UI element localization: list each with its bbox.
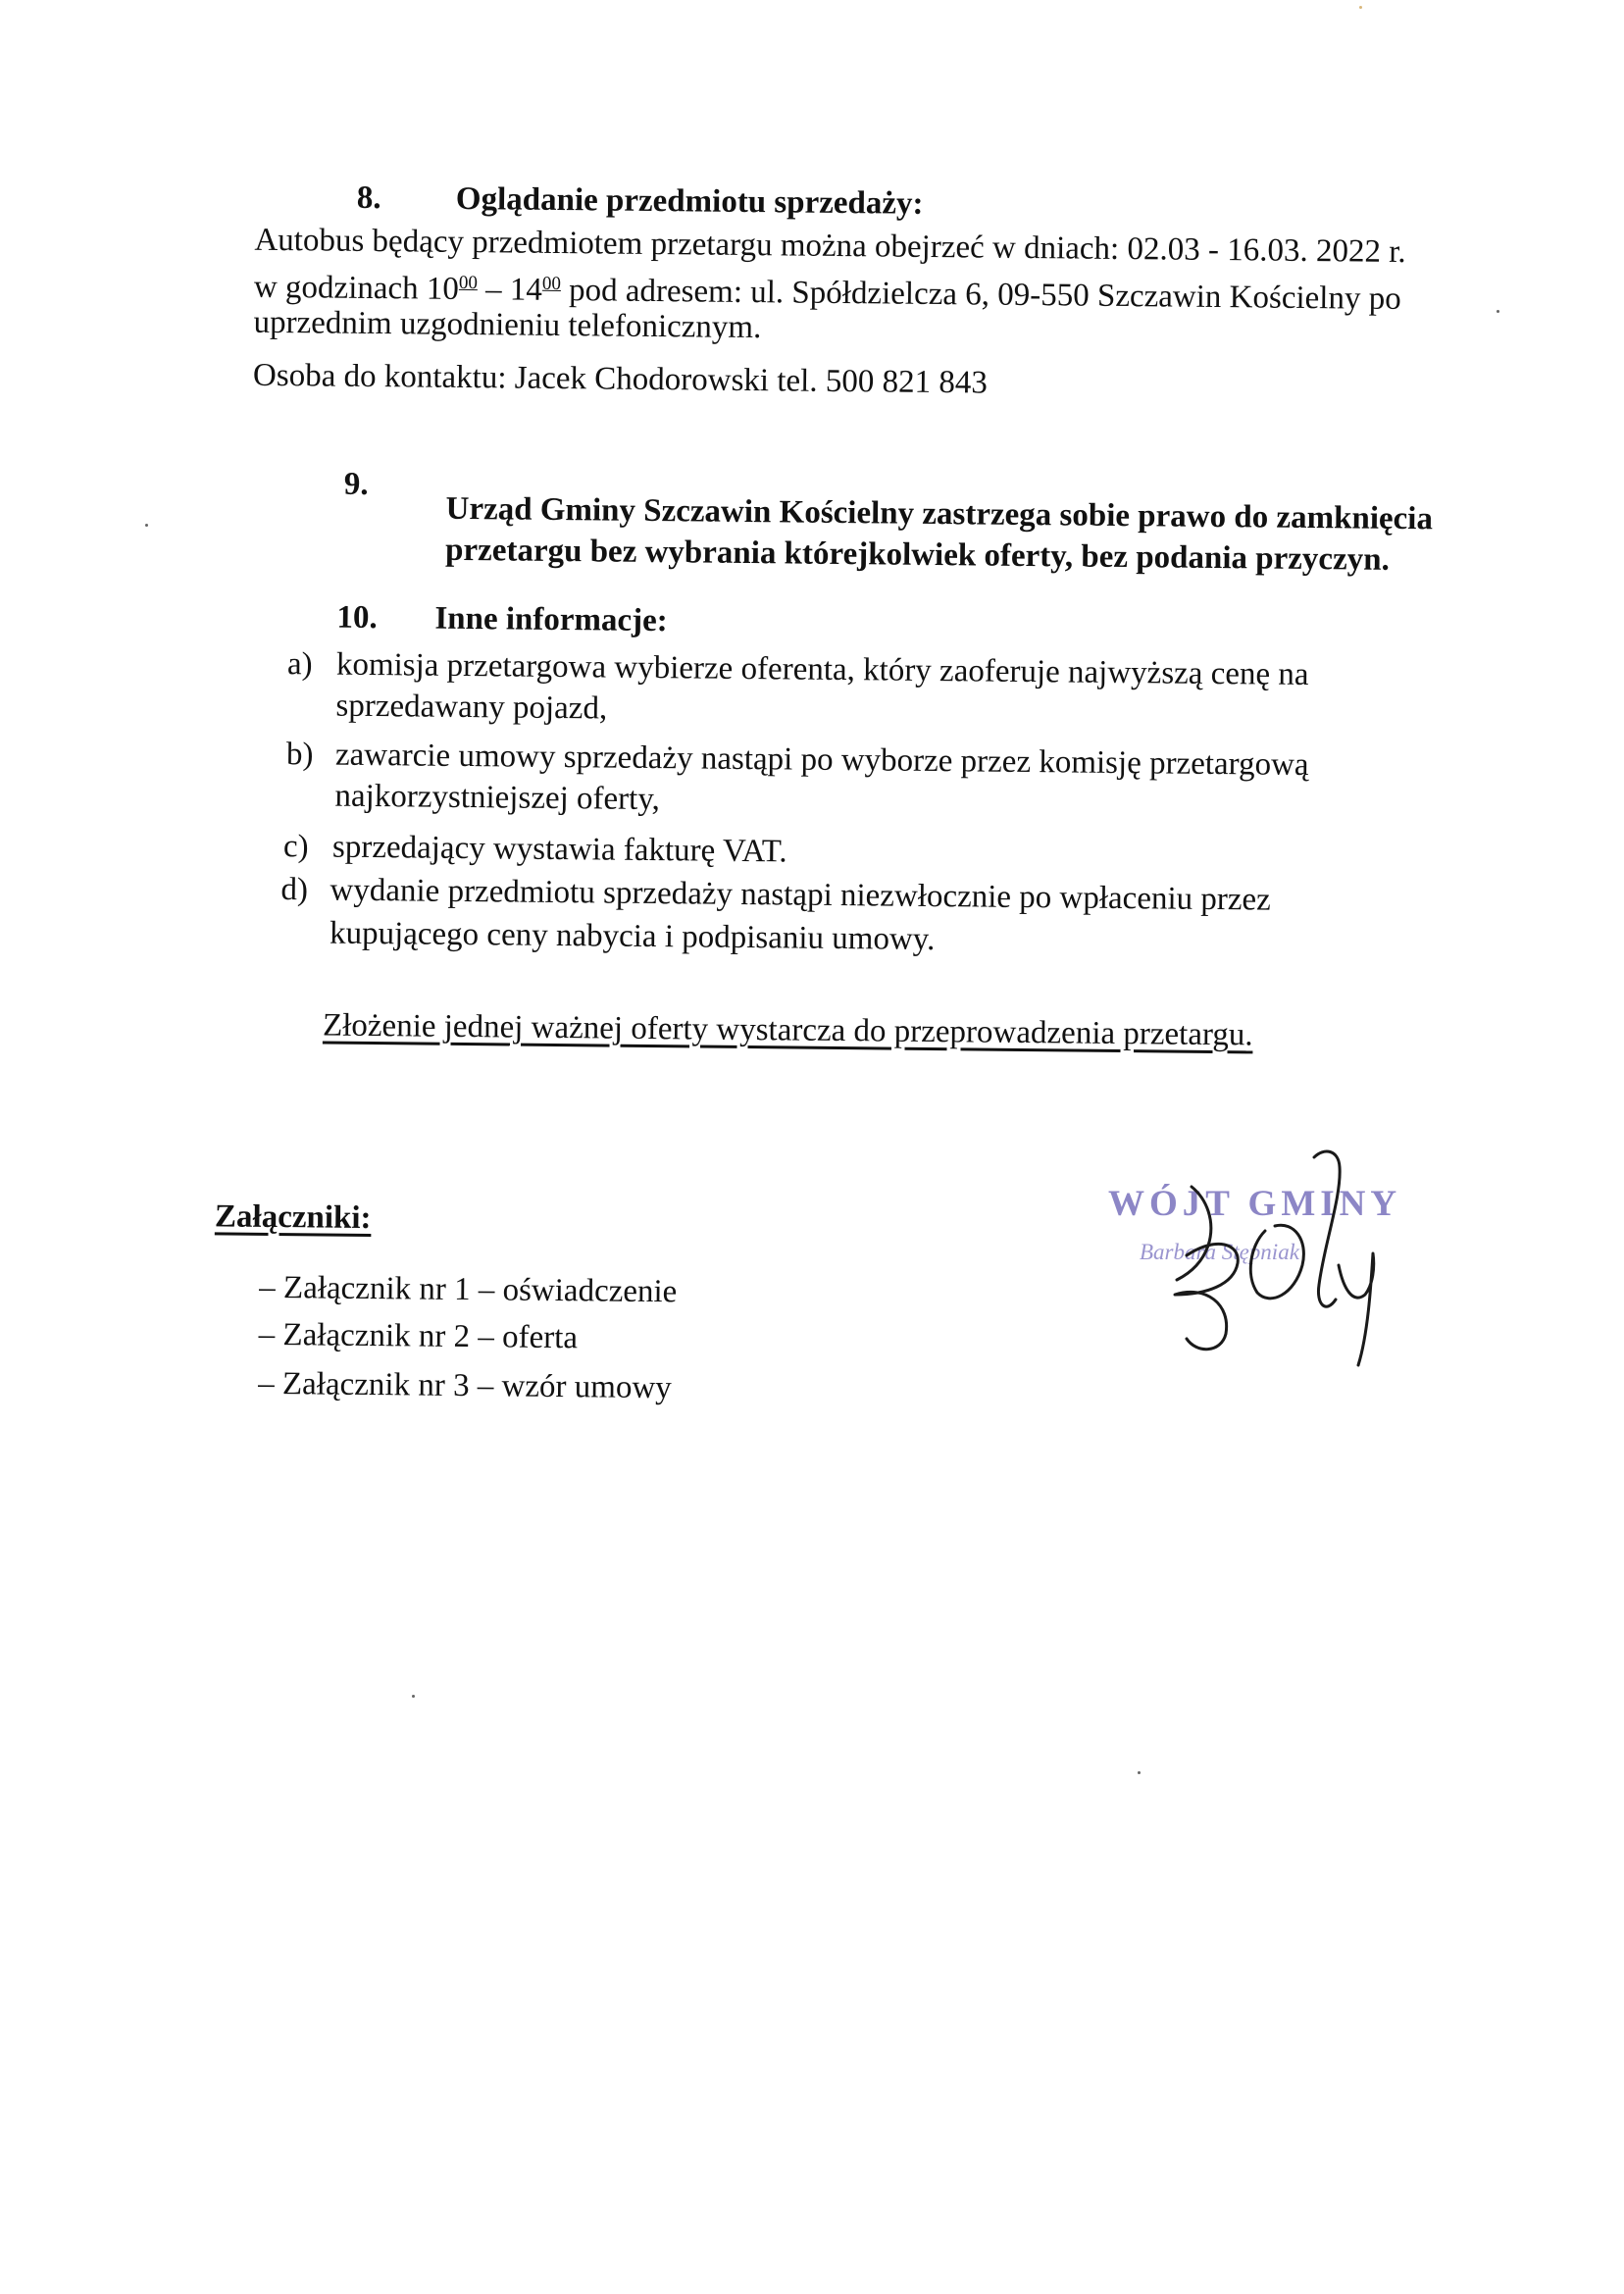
attachment-item: – Załącznik nr 2 – oferta [258,1316,579,1356]
section-9-number: 9. [343,466,369,502]
attachment-item: – Załącznik nr 1 – oświadczenie [259,1269,678,1310]
scan-speck [1138,1771,1141,1774]
section-8-number: 8. [356,179,381,217]
attachment-item: – Załącznik nr 3 – wzór umowy [258,1365,672,1406]
contact-line: Osoba do kontaktu: Jacek Chodorowski tel. 500 821 843 [252,357,988,401]
scan-speck [1359,6,1362,9]
section-8-line-3: uprzednim uzgodnieniu telefonicznym. [253,304,762,346]
section-8-line-1: Autobus będący przedmiotem przetargu można obejrzeć w dniach: 02.03 - 16.03. 2022 r. [254,222,1406,271]
handwritten-signature [1147,1138,1402,1373]
section-10-number: 10. [336,599,378,637]
list-item-text: zawarcie umowy sprzedaży nastąpi po wyborze przez komisję przetargową [334,737,1309,784]
list-marker: a) [286,646,313,683]
scan-speck [412,1695,415,1698]
list-item-text: najkorzystniejszej oferty, [334,778,661,818]
list-marker: d) [280,872,309,908]
list-marker: b) [285,737,314,773]
section-8-line-2: w godzinach $10^{00} - 14^{00}$ pod adresem: ul. Spółdzielcza 6, 09-550 Szczawin Kościelny po [253,269,1401,317]
list-item-text: kupującego ceny nabycia i podpisaniu umowy. [329,915,936,958]
section-9-line-2: przetargu bez wybrania którejkolwiek oferty, bez podania przyczyn. [444,532,1391,578]
scan-speck [1497,310,1499,313]
list-item-text: sprzedający wystawia fakturę VAT. [331,829,787,870]
stamp-name: Barbara Stępniak [1140,1240,1299,1264]
section-8-heading: Oglądanie przedmiotu sprzedaży: [455,180,924,222]
closing-note: Złożenie jednej ważnej oferty wystarcza do przeprowadzenia przetargu. [322,1007,1253,1053]
section-9-line-1: Urząd Gminy Szczawin Kościelny zastrzega sobie prawo do zamknięcia [445,490,1434,537]
list-item-text: sprzedawany pojazd, [335,688,608,727]
list-item-text: komisja przetargowa wybierze oferenta, który zaoferuje najwyższą cenę na [335,646,1309,693]
attachments-heading: Załączniki: [214,1198,372,1237]
section-10-heading: Inne informacje: [434,600,668,639]
list-marker: c) [282,829,309,865]
list-item-text: wydanie przedmiotu sprzedaży nastąpi niezwłocznie po wpłaceniu przez [330,872,1271,918]
scan-speck [145,524,148,527]
stamp-title: WÓJT GMINY [1108,1184,1402,1224]
